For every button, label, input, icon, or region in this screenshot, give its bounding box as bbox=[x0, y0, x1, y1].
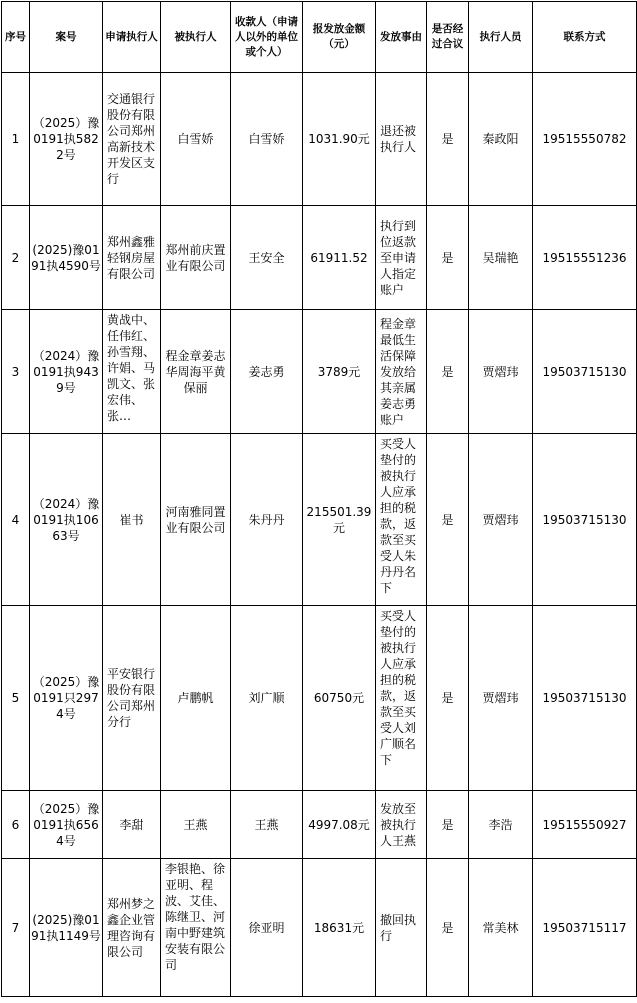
header-reason: 发放事由 bbox=[376, 2, 427, 73]
table-row bbox=[2, 606, 637, 791]
cell-collegial: 是 bbox=[427, 73, 469, 206]
cell-reason: 执行到位返款至申请人指定账户 bbox=[376, 206, 427, 310]
cell-payee: 王燕 bbox=[231, 791, 303, 859]
cell-reason-text: 买受人垫付的被执行人应承担的税款，返款至买受人朱丹丹名下 bbox=[380, 436, 417, 595]
cell-respondent: 王燕 bbox=[161, 791, 231, 859]
cell-respondent: 卢鹏帆 bbox=[161, 606, 231, 791]
cell-case-number: （2025）豫0191执6564号 bbox=[30, 791, 103, 859]
cell-index: 7 bbox=[2, 859, 30, 997]
cell-phone: 19515551236 bbox=[533, 206, 637, 310]
cell-applicant-text: 黄战中、任伟红、孙雪翔、许娟、马凯文、张宏伟、张… bbox=[107, 312, 156, 423]
cell-reason: 发放至被执行人王燕 bbox=[376, 791, 427, 859]
cell-phone: 19503715130 bbox=[533, 606, 637, 791]
cell-collegial: 是 bbox=[427, 791, 469, 859]
header-row bbox=[2, 2, 637, 73]
cell-collegial: 是 bbox=[427, 606, 469, 791]
table-row bbox=[2, 434, 637, 606]
cell-payee: 朱丹丹 bbox=[231, 434, 303, 606]
cell-applicant: 李甜 bbox=[103, 791, 161, 859]
cell-respondent: 郑州前庆置业有限公司 bbox=[161, 206, 231, 310]
cell-amount: 3789元 bbox=[303, 310, 376, 434]
cell-case-number: （2025）豫0191只2974号 bbox=[30, 606, 103, 791]
cell-index: 4 bbox=[2, 434, 30, 606]
cell-phone: 19503715130 bbox=[533, 310, 637, 434]
cell-phone: 19503715130 bbox=[533, 434, 637, 606]
cell-amount: 1031.90元 bbox=[303, 73, 376, 206]
cell-case-number: (2025)豫0191执1149号 bbox=[30, 859, 103, 997]
header-officer: 执行人员 bbox=[469, 2, 533, 73]
cell-payee: 姜志勇 bbox=[231, 310, 303, 434]
cell-officer: 贾熠玮 bbox=[469, 606, 533, 791]
cell-index: 6 bbox=[2, 791, 30, 859]
table-row bbox=[2, 859, 637, 997]
cell-officer: 秦政阳 bbox=[469, 73, 533, 206]
disbursement-table bbox=[1, 1, 637, 997]
header-amount: 报发放金额（元） bbox=[303, 2, 376, 73]
cell-phone: 19503715117 bbox=[533, 859, 637, 997]
cell-phone: 19515550782 bbox=[533, 73, 637, 206]
cell-applicant bbox=[103, 310, 161, 434]
cell-respondent-text: 李银艳、徐亚明、程波、艾佳、陈继卫、河南中野建筑安装有限公司 bbox=[165, 861, 226, 972]
cell-reason: 撤回执行 bbox=[376, 859, 427, 997]
cell-amount: 18631元 bbox=[303, 859, 376, 997]
cell-case-number: (2025)豫0191执4590号 bbox=[30, 206, 103, 310]
cell-officer: 常美林 bbox=[469, 859, 533, 997]
cell-payee: 刘广顺 bbox=[231, 606, 303, 791]
table-row bbox=[2, 73, 637, 206]
cell-payee: 徐亚明 bbox=[231, 859, 303, 997]
cell-reason bbox=[376, 434, 427, 606]
cell-index: 3 bbox=[2, 310, 30, 434]
cell-phone: 19515550927 bbox=[533, 791, 637, 859]
cell-officer: 贾熠玮 bbox=[469, 310, 533, 434]
cell-case-number: （2025）豫0191执5822号 bbox=[30, 73, 103, 206]
cell-collegial: 是 bbox=[427, 859, 469, 997]
cell-payee: 王安全 bbox=[231, 206, 303, 310]
cell-amount: 61911.52 bbox=[303, 206, 376, 310]
header-payee: 收款人（申请人以外的单位或个人） bbox=[231, 2, 303, 73]
cell-applicant: 平安银行股份有限公司郑州分行 bbox=[103, 606, 161, 791]
cell-officer: 贾熠玮 bbox=[469, 434, 533, 606]
cell-index: 2 bbox=[2, 206, 30, 310]
cell-reason-text: 买受人垫付的被执行人应承担的税款，返款至买受人刘广顺名下 bbox=[380, 608, 417, 767]
header-collegial: 是否经过合议 bbox=[427, 2, 469, 73]
cell-officer: 李浩 bbox=[469, 791, 533, 859]
cell-respondent: 程金章姜志华周海平黄保丽 bbox=[161, 310, 231, 434]
cell-applicant: 交通银行股份有限公司郑州高新技术开发区支行 bbox=[103, 73, 161, 206]
cell-payee: 白雪娇 bbox=[231, 73, 303, 206]
cell-officer: 吴瑞艳 bbox=[469, 206, 533, 310]
table-row bbox=[2, 310, 637, 434]
cell-case-number: （2024）豫0191执9439号 bbox=[30, 310, 103, 434]
cell-amount: 215501.39元 bbox=[303, 434, 376, 606]
cell-index: 1 bbox=[2, 73, 30, 206]
cell-applicant: 郑州鑫雅轻钢房屋有限公司 bbox=[103, 206, 161, 310]
cell-respondent: 河南雅同置业有限公司 bbox=[161, 434, 231, 606]
cell-reason: 程金章最低生活保障发放给其亲属姜志勇账户 bbox=[376, 310, 427, 434]
cell-collegial: 是 bbox=[427, 206, 469, 310]
cell-respondent bbox=[161, 859, 231, 997]
cell-amount: 4997.08元 bbox=[303, 791, 376, 859]
cell-collegial: 是 bbox=[427, 434, 469, 606]
cell-case-number: （2024）豫0191执10663号 bbox=[30, 434, 103, 606]
header-index: 序号 bbox=[2, 2, 30, 73]
table-row bbox=[2, 206, 637, 310]
cell-applicant: 郑州梦之鑫企业管理咨询有限公司 bbox=[103, 859, 161, 997]
cell-reason: 退还被执行人 bbox=[376, 73, 427, 206]
cell-respondent: 白雪娇 bbox=[161, 73, 231, 206]
header-respondent: 被执行人 bbox=[161, 2, 231, 73]
header-case-number: 案号 bbox=[30, 2, 103, 73]
cell-index: 5 bbox=[2, 606, 30, 791]
table-row bbox=[2, 791, 637, 859]
cell-applicant: 崔书 bbox=[103, 434, 161, 606]
cell-amount: 60750元 bbox=[303, 606, 376, 791]
header-applicant: 申请执行人 bbox=[103, 2, 161, 73]
cell-reason bbox=[376, 606, 427, 791]
header-contact: 联系方式 bbox=[533, 2, 637, 73]
cell-collegial: 是 bbox=[427, 310, 469, 434]
